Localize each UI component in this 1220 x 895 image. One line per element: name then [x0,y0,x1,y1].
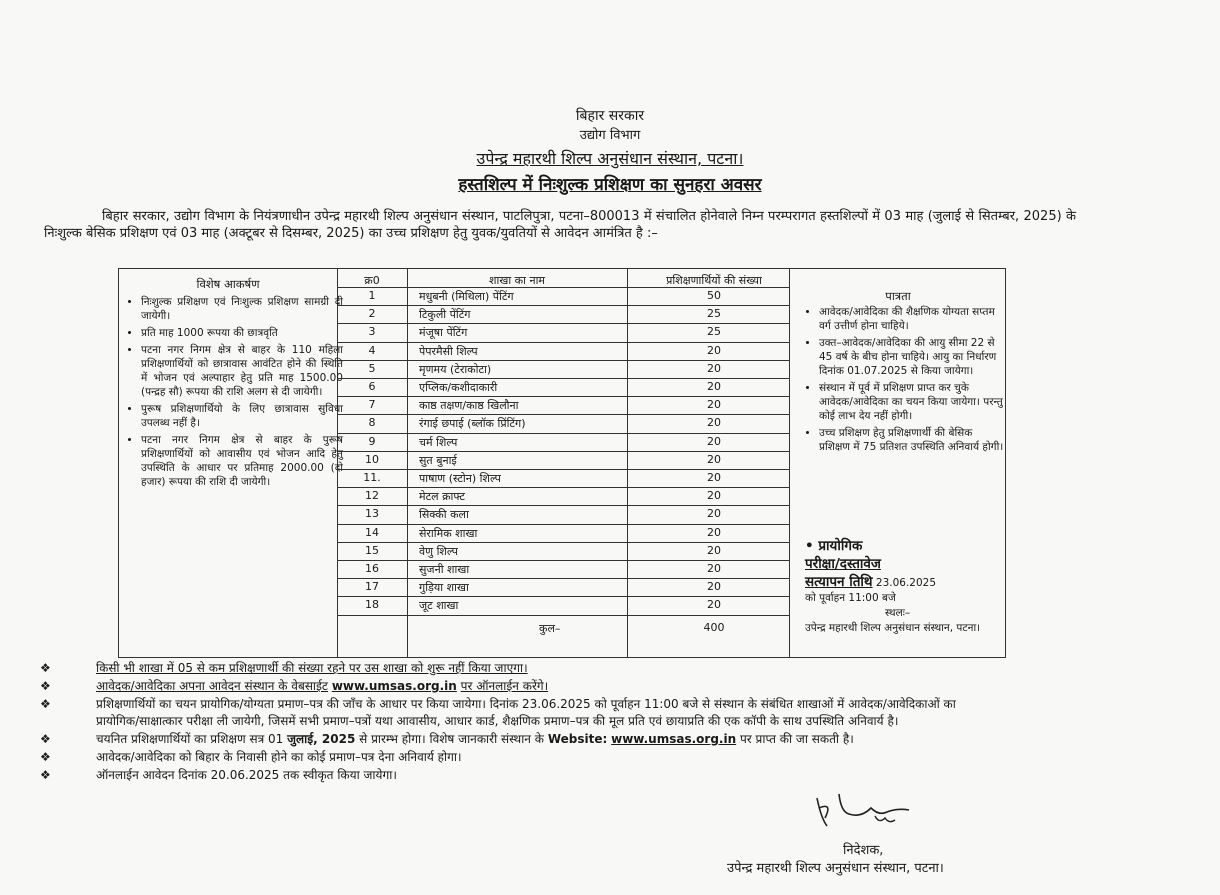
notice-title: हस्तशिल्प में निःशुल्क प्रशिक्षण का सुनहरा अवसर [458,175,762,195]
row-number: 13 [365,507,379,521]
eligibility-list [805,305,1005,457]
list-item [40,749,1000,766]
row-number: 18 [365,598,379,612]
row-number: 5 [368,361,376,375]
total-value: 400 [703,621,725,634]
row-divider [337,396,789,397]
row-number: 4 [368,343,376,357]
row-trainee-count: 20 [707,543,721,557]
row-number: 3 [368,325,376,339]
venue-label: स्थलः– [885,607,911,619]
list-item: • निःशुल्क प्रशिक्षण एवं निःशुल्क प्रशिक्षण सामग्री दी जायेगी। [141,295,343,323]
row-divider [337,596,789,597]
session-date: जुलाई, 2025 [287,732,356,746]
signatory-title: निदेशक, [843,843,884,858]
eligibility-title: पात्रता [885,289,911,303]
column-header-no: क्र0 [364,274,380,287]
list-item: • प्रति माह 1000 रूपया की छात्रवृति [141,326,343,340]
diamond-bullet-icon: ❖ [40,697,51,711]
row-branch-name: काष्ठ तक्षण/काष्ठ खिलौना [419,399,519,413]
note-text: पर ऑनलाईन करेंगे। [460,679,549,693]
exam-line: परीक्षा/दस्तावेज [805,556,881,572]
row-divider [337,469,789,470]
row-number: 12 [365,489,379,503]
note-text: आवेदक/आवेदिका को बिहार के निवासी होने का कोई प्रमाण–पत्र देना अनिवार्य होगा। [96,750,462,764]
row-trainee-count: 20 [707,434,721,448]
row-divider [337,360,789,361]
website-link[interactable]: www.umsas.org.in [611,732,737,746]
venue: उपेन्द्र महारथी शिल्प अनुसंधान संस्थान, पटना। [805,622,981,634]
attractions-list [125,295,343,492]
row-divider [337,287,789,288]
row-divider [337,378,789,379]
note-text: आवेदक/आवेदिका अपना आवेदन संस्थान के वेबसाईट [96,679,328,693]
list-item: • पटना नगर निगम क्षेत्र से बाहर के पुरूष प्रशिक्षणार्थियों को आवासीय एवं भोजन आदि हेतु उपस्थिति के आधार पर प्रतिमाह 2000.00 (दो हजार) रूपया की राशि दी जायेगी। [141,433,343,489]
list-item [40,678,1000,695]
row-trainee-count: 20 [707,471,721,484]
note-text: प्रशिक्षणार्थियों का चयन प्रायोगिक/योग्यता प्रमाण–पत्र की जाँच के आधार पर किया जायेगा। दिनांक 23.06.2025 को पूर्वाहन 11:00 बजे से संस्थान के संबंधित शाखाओं में आवेदक/आवेदिकाओं का प्रायोगिक/साक्षात्कार परीक्षा ली जायेगी, जिसमें सभी प्रमाण–पत्रों यथा आवासीय, आधार कार्ड, शैक्षणिक प्रमाण–पत्र की मूल प्रति एवं छायाप्रति की एक कॉपी के साथ उपस्थिति अनिवार्य है। [96,697,956,728]
exam-time: को पूर्वाहन 11:00 बजे [805,592,896,604]
list-item: • आवेदक/आवेदिका की शैक्षणिक योग्यता सप्तम वर्ग उत्तीर्ण होना चाहिये। [819,305,1005,333]
row-divider [337,487,789,488]
row-divider [337,505,789,506]
note-text: चयनित प्रशिक्षणार्थियों का प्रशिक्षण सत्र 01 [96,732,284,746]
exam-details [805,537,995,636]
row-trainee-count: 20 [707,562,721,575]
row-branch-name: सुत बुनाई [419,453,457,467]
note-text: ऑनलाईन आवेदन दिनांक 20.06.2025 तक स्वीकृत किया जायेगा। [96,768,397,782]
signatory-org: उपेन्द्र महारथी शिल्प अनुसंधान संस्थान, पटना। [727,861,944,876]
row-trainee-count: 20 [707,398,721,412]
row-number: 14 [365,525,379,539]
row-divider [337,560,789,561]
row-trainee-count: 50 [707,289,721,302]
row-branch-name: सिक्की कला [419,508,469,522]
exam-heading: • प्रायोगिक [805,538,863,554]
row-number: 17 [365,580,379,594]
header-department: उद्योग विभाग [579,128,641,143]
row-divider [337,451,789,452]
header-institute: उपेन्द्र महारथी शिल्प अनुसंधान संस्थान, पटना। [476,149,744,168]
list-item [40,767,1000,784]
row-trainee-count: 20 [707,507,721,521]
note-text: से प्रारम्भ होगा। विशेष जानकारी संस्थान के [359,732,544,746]
row-branch-name: मंजूषा पेंटिंग [419,326,468,340]
table-divider [407,269,408,657]
list-item: • पुरूष प्रशिक्षणार्थियो के लिए छात्रावास सुविधा उपलब्ध नहीं है। [141,402,343,430]
handwritten-signature [805,788,925,838]
row-trainee-count: 20 [707,380,721,393]
row-number: 10 [365,452,379,466]
training-table [118,268,1006,658]
exam-line: प्रायोगिक [818,538,863,554]
row-branch-name: मधुबनी (मिथिला) पेंटिंग [419,290,514,303]
row-trainee-count: 20 [707,598,721,612]
list-item: • संस्थान में पूर्व में प्रशिक्षण प्राप्त कर चुके आवेदक/आवेदिका का चयन किया जायेगा। परन्तु कोई लाभ देय नहीं होगी। [819,381,1005,423]
row-divider [337,615,789,616]
row-divider [337,323,789,324]
row-number: 16 [365,562,379,575]
list-item [40,660,1000,677]
notes-list [40,660,1000,785]
row-number: 11. [363,471,381,484]
diamond-bullet-icon: ❖ [40,750,51,764]
website-link[interactable]: www.umsas.org.in [331,679,457,693]
total-label: कुल– [539,622,561,635]
row-trainee-count: 25 [707,307,721,321]
row-branch-name: जूट शाखा [419,599,459,613]
row-branch-name: पेपरमैसी शिल्प [419,344,478,358]
row-branch-name: रंगाई छपाई (ब्लॉक प्रिंटिंग) [419,417,526,431]
row-trainee-count: 20 [707,489,721,503]
attractions-title: विशेष आकर्षण [196,277,260,291]
row-number: 1 [368,289,376,302]
diamond-bullet-icon: ❖ [40,732,51,746]
row-branch-name: चर्म शिल्प [419,435,458,449]
diamond-bullet-icon: ❖ [40,768,51,782]
row-trainee-count: 20 [707,343,721,357]
row-divider [337,342,789,343]
row-trainee-count: 20 [707,525,721,539]
row-branch-name: टिकुली पेंटिंग [419,308,471,322]
row-branch-name: गुड़िया शाखा [419,581,469,595]
list-item: • उच्च प्रशिक्षण हेतु प्रशिक्षणार्थी की बेसिक प्रशिक्षण में 75 प्रतिशत उपस्थिति अनिवार्य होगी। [819,426,1005,454]
row-divider [337,305,789,306]
table-divider [789,269,790,657]
list-item [40,731,1000,748]
exam-line: सत्यापन तिथि [805,574,873,590]
row-divider [337,542,789,543]
row-branch-name: वेणु शिल्प [419,544,458,558]
row-divider [337,414,789,415]
intro-paragraph: बिहार सरकार, उद्योग विभाग के नियंत्रणाधीन उपेन्द्र महारथी शिल्प अनुसंधान संस्थान, पाटलिपुत्रा, पटना–800013 में संचालित होनेवाले निम्न परम्परागत हस्तशिल्पों में 03 माह (जुलाई से सितम्बर, 2025) के निःशुल्क बेसिक प्रशिक्षण एवं 03 माह (अक्टूबर से दिसम्बर, 2025) का उच्च प्रशिक्षण हेतु युवक/युवतियों से आवेदन आमंत्रित है :– [44,209,1076,241]
row-trainee-count: 20 [707,580,721,594]
column-header-count: प्रशिक्षणार्थियों की संख्या [666,274,762,287]
row-trainee-count: 20 [707,416,721,430]
row-divider [337,524,789,525]
header-govt: बिहार सरकार [575,108,645,124]
column-header-name: शाखा का नाम [489,274,545,287]
row-branch-name: एप्लिक/कशीदाकारी [419,381,498,394]
row-trainee-count: 25 [707,325,721,339]
row-branch-name: मेटल क्राफ्ट [419,490,465,504]
row-number: 2 [368,307,376,321]
table-divider [627,269,628,657]
exam-date-line [805,573,995,591]
row-number: 15 [365,543,379,557]
website-label: Website: [547,732,608,746]
note-text: किसी भी शाखा में 05 से कम प्रशिक्षणार्थी की संख्या रहने पर उस शाखा को शुरू नहीं किया जाएगा। [96,661,528,675]
row-divider [337,578,789,579]
list-item: • पटना नगर निगम क्षेत्र से बाहर के 110 महिला प्रशिक्षणार्थियों को छात्रावास आवंटित होने की स्थिति में भोजन एवं अल्पाहार हेतु प्रति माह 1500.00 (पन्द्रह सौ) रूपया की राशि अलग से दी जायेगी। [141,343,343,399]
row-branch-name: मृणमय (टेराकोटा) [419,362,492,376]
row-number: 7 [368,398,376,412]
row-number: 6 [368,380,376,393]
list-item [40,696,1000,730]
row-branch-name: सुजनी शाखा [419,563,470,576]
list-item: • उक्त–आवेदक/आवेदिका की आयु सीमा 22 से 45 वर्ष के बीच होना चाहिये। आयु का निर्धारण दिनांक 01.07.2025 से किया जायेगा। [819,336,1005,378]
diamond-bullet-icon: ❖ [40,679,51,693]
row-number: 8 [368,416,376,430]
row-branch-name: सेरामिक शाखा [419,526,478,540]
row-branch-name: पाषाण (स्टोन) शिल्प [419,472,501,485]
exam-date: 23.06.2025 [875,577,937,589]
note-text: पर प्राप्त की जा सकती है। [739,732,854,746]
row-trainee-count: 20 [707,452,721,466]
row-trainee-count: 20 [707,361,721,375]
row-divider [337,433,789,434]
row-number: 9 [368,434,376,448]
diamond-bullet-icon: ❖ [40,661,51,675]
